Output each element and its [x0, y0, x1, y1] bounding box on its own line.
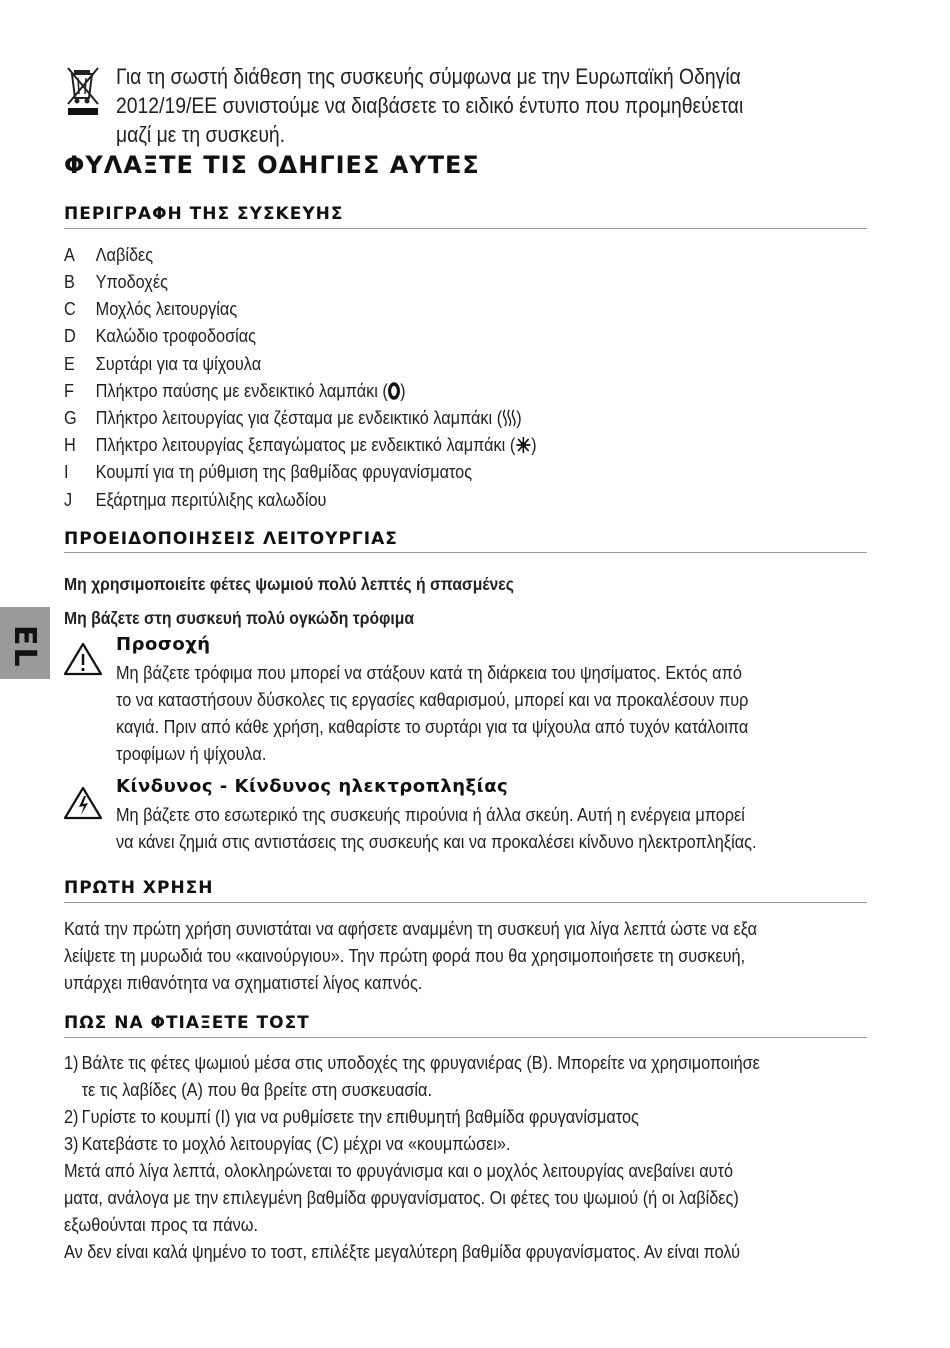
item-letter: J — [64, 489, 73, 510]
item-text: Λαβίδες — [95, 244, 154, 265]
step-number: 2) — [64, 1106, 79, 1127]
step — [64, 1049, 867, 1076]
item-letter: F — [64, 380, 74, 401]
intro-line: μαζί με τη συσκευή. — [116, 122, 286, 147]
first-use-text — [64, 915, 867, 996]
list-item — [64, 377, 406, 404]
list-item — [64, 404, 522, 431]
list-item — [64, 295, 237, 322]
item-letter: H — [64, 434, 76, 455]
list-item — [64, 241, 153, 268]
language-tab — [0, 607, 50, 679]
divider — [64, 1037, 867, 1038]
main-heading: ΦΥΛΑΞΤΕ ΤΙΣ ΟΔΗΓΙΕΣ ΑΥΤΕΣ — [64, 151, 480, 179]
toast-para-line: Μετά από λίγα λεπτά, ολοκληρώνεται το φρυγάνισμα και ο μοχλός λειτουργίας ανεβαίνει αυτό — [64, 1160, 734, 1181]
warning-line: Μη χρησιμοποιείτε φέτες ψωμιού πολύ λεπτές ή σπασμένες — [64, 574, 514, 594]
first-use-heading: ΠΡΩΤΗ ΧΡΗΣΗ — [64, 878, 214, 898]
step-text: Κατεβάστε το μοχλό λειτουργίας (C) μέχρι να «κουμπώσει». — [81, 1133, 511, 1154]
caution-line: Μη βάζετε τρόφιμα που μπορεί να στάξουν κατά τη διάρκεια του ψησίματος. Εκτός από — [116, 662, 742, 683]
danger-line: Μη βάζετε στο εσωτερικό της συσκευής πιρούνια ή άλλα σκεύη. Αυτή η ενέργεια μπορεί — [116, 804, 745, 825]
item-text: Πλήκτρο παύσης με ενδεικτικό λαμπάκι ( — [95, 380, 388, 401]
defrost-icon — [515, 434, 531, 452]
toast-heading: ΠΩΣ ΝΑ ΦΤΙΑΞΕΤΕ ΤΟΣΤ — [64, 1013, 310, 1033]
item-text: Κουμπί για τη ρύθμιση της βαθμίδας φρυγανίσματος — [95, 461, 473, 482]
item-letter: B — [64, 271, 75, 292]
step-continuation: τε τις λαβίδες (A) που θα βρείτε στη συσκευασία. — [81, 1079, 432, 1100]
toast-para-line: Αν δεν είναι καλά ψημένο το τοστ, επιλέξτε μεγαλύτερη βαθμίδα φρυγανίσματος. Αν είναι πολύ — [64, 1241, 741, 1262]
item-suffix: ) — [400, 380, 406, 401]
warnings-heading: ΠΡΟΕΙΔΟΠΟΙΗΣΕΙΣ ΛΕΙΤΟΥΡΓΙΑΣ — [64, 529, 398, 549]
step-number: 1) — [64, 1052, 79, 1073]
toast-steps — [64, 1049, 867, 1265]
danger-text — [116, 801, 866, 855]
danger-title: Κίνδυνος - Κίνδυνος ηλεκτροπληξίας — [116, 776, 509, 797]
toast-para-line: εξωθούνται προς τα πάνω. — [64, 1214, 259, 1235]
caution-text — [116, 659, 866, 767]
warning-line: Μη βάζετε στη συσκευή πολύ ογκώδη τρόφιμα — [64, 608, 415, 628]
intro-line: Για τη σωστή διάθεση της συσκευής σύμφωνα με την Ευρωπαϊκή Οδηγία — [116, 64, 741, 89]
caution-line: καγιά. Πριν από κάθε χρήση, καθαρίστε το συρτάρι για τα ψίχουλα από τυχόν κατάλοιπα — [116, 716, 749, 737]
intro-text — [116, 62, 868, 149]
item-suffix: ) — [531, 434, 537, 455]
danger-line: να κάνει ζημιά στις αντιστάσεις της συσκευής και να προκαλέσει κίνδυνο ηλεκτροπληξίας. — [116, 831, 757, 852]
item-text: Καλώδιο τροφοδοσίας — [95, 325, 257, 346]
list-item — [64, 486, 326, 513]
item-suffix: ) — [516, 407, 522, 428]
language-tab-label: EL — [7, 625, 42, 669]
item-letter: G — [64, 407, 77, 428]
item-text: Μοχλός λειτουργίας — [95, 298, 238, 319]
warning-triangle-icon — [62, 641, 104, 682]
list-item — [64, 268, 168, 295]
intro-line: 2012/19/ΕΕ συνιστούμε να διαβάσετε το ειδικό έντυπο που προμηθεύεται — [116, 93, 744, 118]
item-text: Συρτάρι για τα ψίχουλα — [95, 353, 262, 374]
first-use-line: Κατά την πρώτη χρήση συνιστάται να αφήσετε αναμμένη τη συσκευή για λίγα λεπτά ώστε να εξα — [64, 918, 757, 939]
stop-icon — [388, 380, 400, 398]
step — [64, 1103, 867, 1130]
list-item — [64, 431, 537, 458]
description-heading: ΠΕΡΙΓΡΑΦΗ ΤΗΣ ΣΥΣΚΕΥΗΣ — [64, 204, 344, 224]
electric-hazard-icon — [62, 785, 104, 826]
item-text: Πλήκτρο λειτουργίας για ζέσταμα με ενδεικτικό λαμπάκι ( — [95, 407, 503, 428]
divider — [64, 228, 867, 229]
item-letter: D — [64, 325, 76, 346]
item-text: Πλήκτρο λειτουργίας ξεπαγώματος με ενδεικτικό λαμπάκι ( — [95, 434, 516, 455]
divider — [64, 552, 867, 553]
step-text: Βάλτε τις φέτες ψωμιού μέσα στις υποδοχές της φρυγανιέρας (B). Μπορείτε να χρησιμοποιήσε — [81, 1052, 760, 1073]
caution-title: Προσοχή — [116, 634, 211, 655]
divider — [64, 902, 867, 903]
reheat-icon — [502, 408, 516, 428]
crossed-bin-icon — [64, 64, 102, 116]
step-number: 3) — [64, 1133, 79, 1154]
first-use-line: λείψετε τη μυρωδιά του «καινούργιου». Την πρώτη φορά που θα χρησιμοποιήσετε τη συσκευή, — [64, 945, 746, 966]
caution-line: τροφίμων ή ψίχουλα. — [116, 743, 267, 764]
list-item — [64, 458, 472, 485]
item-letter: I — [64, 461, 69, 482]
step — [64, 1130, 867, 1157]
caution-line: το να καταστήσουν δύσκολες τις εργασίες καθαρισμού, μπορεί και να προκαλέσουν πυρ — [116, 689, 749, 710]
first-use-line: υπάρχει πιθανότητα να σχηματιστεί λίγος καπνός. — [64, 972, 423, 993]
item-text: Υποδοχές — [95, 271, 168, 292]
item-letter: C — [64, 298, 76, 319]
step-text: Γυρίστε το κουμπί (I) για να ρυθμίσετε την επιθυμητή βαθμίδα φρυγανίσματος — [81, 1106, 639, 1127]
item-text: Εξάρτημα περιτύλιξης καλωδίου — [95, 489, 327, 510]
list-item — [64, 322, 256, 349]
toast-para-line: ματα, ανάλογα με την επιλεγμένη βαθμίδα φρυγανίσματος. Οι φέτες του ψωμιού (ή οι λαβίδες) — [64, 1187, 739, 1208]
list-item — [64, 350, 261, 377]
item-letter: E — [64, 353, 75, 374]
item-letter: A — [64, 244, 75, 265]
